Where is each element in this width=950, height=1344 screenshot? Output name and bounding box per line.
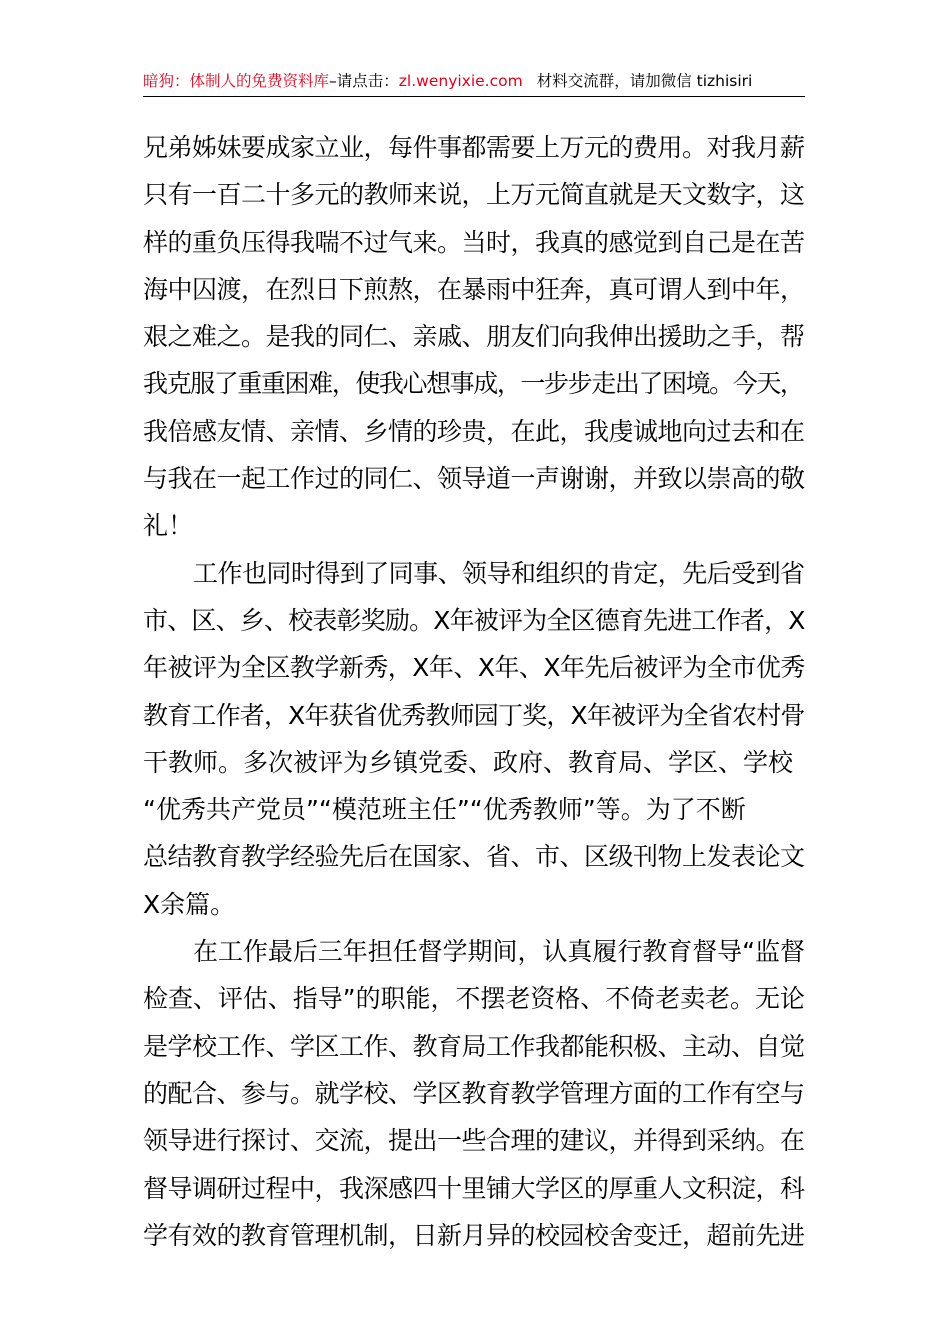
text-line: 礼！ <box>143 511 194 541</box>
text-line: 总结教育教学经验先后在国家、省、市、区级刊物上发表论文 <box>143 842 805 872</box>
text-line: 干教师。多次被评为乡镇党委、政府、教育局、学区、学校 <box>143 747 794 777</box>
text-line: 与我在一起工作过的同仁、领导道一声谢谢，并致以崇高的敬 <box>143 464 805 494</box>
text-line: 检查、评估、指导”的职能，不摆老资格、不倚老卖老。无论 <box>143 984 805 1014</box>
text-line: 市、区、乡、校表彰奖励。X年被评为全区德育先进工作者，X <box>143 605 805 635</box>
text-line: 年被评为全区教学新秀，X年、X年、X年先后被评为全市优秀 <box>143 653 805 683</box>
text-line: 我倍感友情、亲情、乡情的珍贵，在此，我虔诚地向过去和在 <box>143 416 805 446</box>
text-line: 样的重负压得我喘不过气来。当时，我真的感觉到自己是在苦 <box>143 227 805 257</box>
text-line: 教育工作者，X年获省优秀教师园丁奖，X年被评为全省农村骨 <box>143 700 805 730</box>
text-line: 的配合、参与。就学校、学区教育教学管理方面的工作有空与 <box>143 1078 805 1108</box>
document-body <box>143 124 805 1259</box>
text-line: 督导调研过程中，我深感四十里铺大学区的厚重人文积淀，科 <box>143 1173 805 1203</box>
text-line: 我克服了重重困难，使我心想事成，一步步走出了困境。今天， <box>143 369 804 399</box>
text-line: 只有一百二十多元的教师来说，上万元简直就是天文数字，这 <box>143 180 805 210</box>
text-line: 在工作最后三年担任督学期间，认真履行教育督导“监督 <box>193 937 805 967</box>
header-group-note: 材料交流群，请加微信 tizhisiri <box>536 72 753 90</box>
text-line: 是学校工作、学区工作、教育局工作我都能积极、主动、自觉 <box>143 1031 805 1061</box>
page-header <box>143 68 805 94</box>
text-line: 艰之难之。是我的同仁、亲戚、朋友们向我伸出援助之手，帮 <box>143 322 805 352</box>
text-line: 海中囚渡，在烈日下煎熬，在暴雨中狂奔，真可谓人到中年， <box>143 274 805 304</box>
text-line: 兄弟姊妹要成家立业，每件事都需要上万元的费用。对我月薪 <box>143 133 805 162</box>
text-line: 工作也同时得到了同事、领导和组织的肯定，先后受到省 <box>193 558 805 588</box>
header-url-link[interactable]: zl.wenyixie.com <box>398 72 523 90</box>
header-rule <box>143 96 805 97</box>
text-line: 学有效的教育管理机制，日新月异的校园校舍变迁，超前先进 <box>143 1220 805 1250</box>
text-line: 领导进行探讨、交流，提出一些合理的建议，并得到采纳。在 <box>143 1126 805 1156</box>
text-line: “优秀共产党员”“模范班主任”“优秀教师”等。为了不断 <box>143 795 746 825</box>
header-click-prefix: –请点击： <box>329 72 399 90</box>
text-line: X余篇。 <box>143 889 236 919</box>
header-site-name: 暗狗：体制人的免费资料库 <box>143 72 330 90</box>
